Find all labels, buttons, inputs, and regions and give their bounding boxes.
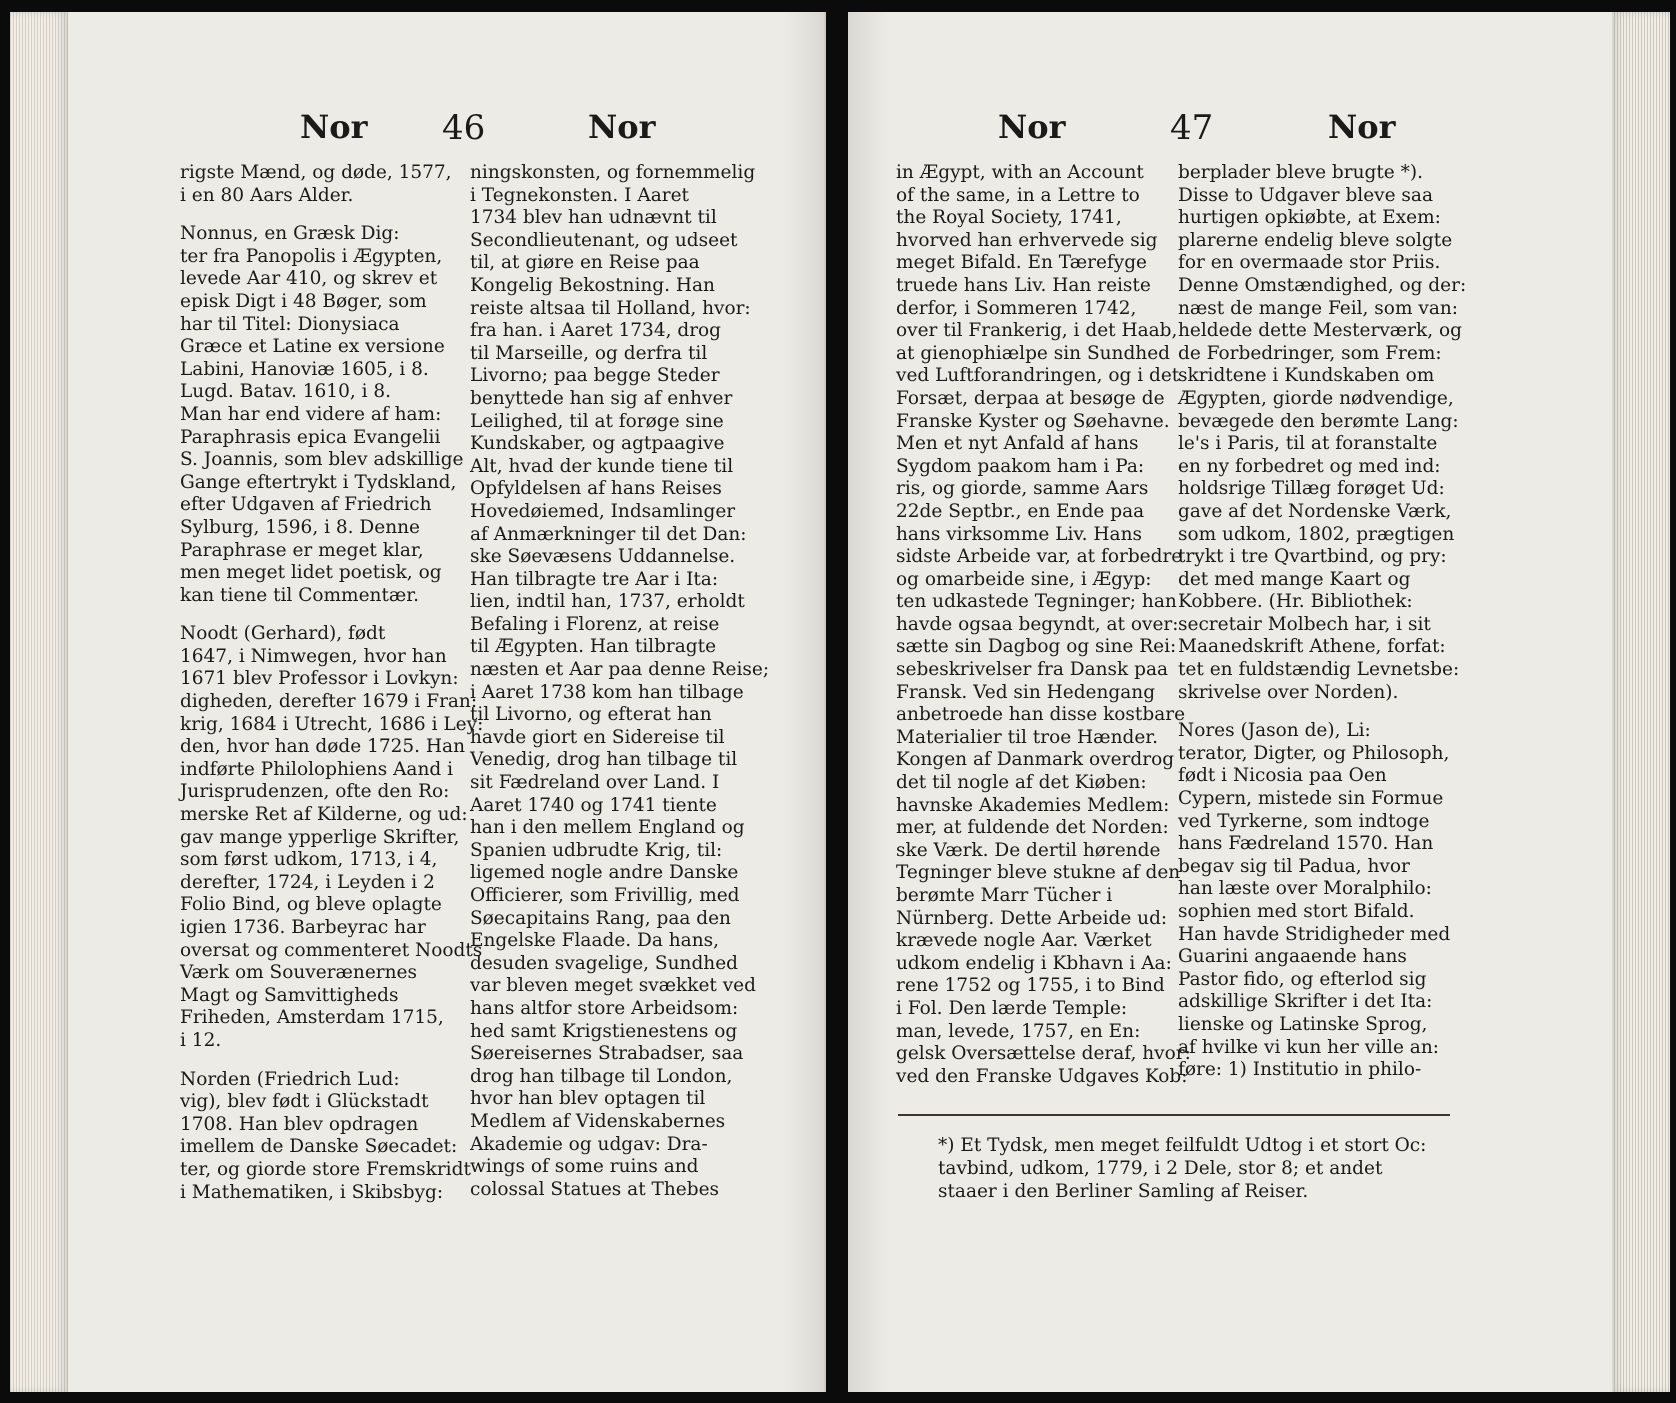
text-line: han læste over Moralphilo: — [1178, 878, 1432, 900]
text-line: Disse to Udgaver bleve saa — [1178, 184, 1433, 206]
text-line: Hovedøiemed, Indsamlinger — [470, 500, 736, 522]
text-line: Aaret 1740 og 1741 tiente — [470, 794, 717, 816]
text-line: for en overmaade stor Priis. — [1178, 252, 1441, 274]
spine-shadow — [848, 12, 888, 1392]
text-line: ske Værk. De dertil hørende — [896, 839, 1161, 861]
text-line: hans Fædreland 1570. Han — [1178, 833, 1434, 855]
text-line: Norden (Friedrich Lud: — [180, 1068, 400, 1090]
text-line: Livorno; paa begge Steder — [470, 365, 720, 387]
text-line: til Livorno, og efterat han — [470, 704, 712, 726]
paragraph-gap — [1178, 704, 1450, 720]
text-line: vig), blev født i Glückstadt — [180, 1091, 429, 1113]
text-line: men meget lidet poetisk, og — [180, 562, 442, 584]
text-line: levede Aar 410, og skrev et — [180, 268, 438, 290]
text-line: Nores (Jason de), Li: — [1178, 720, 1371, 742]
text-line: i Aaret 1738 kom han tilbage — [470, 681, 744, 703]
left-running-head — [10, 108, 824, 158]
text-line: Søecapitains Rang, paa den — [470, 907, 731, 929]
left-page — [10, 12, 826, 1392]
text-line: i Mathematiken, i Skibsbyg: — [180, 1181, 444, 1203]
text-line: terator, Digter, og Philosoph, — [1178, 742, 1450, 764]
text-line: skrivelse over Norden). — [1178, 681, 1399, 703]
right-page-column-2 — [1178, 162, 1467, 1082]
text-line: gav mange ypperlige Skrifter, — [180, 826, 460, 848]
text-line: som først udkom, 1713, i 4, — [180, 849, 438, 871]
text-line: Gange eftertrykt i Tydskland, — [180, 471, 457, 493]
running-head-left-word: Nor — [998, 108, 1066, 146]
text-line: krig, 1684 i Utrecht, 1686 i Ley: — [180, 713, 484, 735]
text-line: havde giort en Sidereise til — [470, 726, 725, 748]
text-line: det til nogle af det Kiøben: — [896, 772, 1147, 794]
text-line: Friheden, Amsterdam 1715, — [180, 1007, 444, 1029]
running-head-right-word: Nor — [588, 108, 656, 146]
text-line: i 12. — [180, 1029, 222, 1051]
text-line: de Forbedringer, som Frem: — [1178, 342, 1442, 364]
text-line: Men et nyt Anfald af hans — [896, 433, 1139, 455]
right-page-column-1 — [896, 162, 1191, 1088]
text-line: udkom endelig i Kbhavn i Aa: — [896, 952, 1172, 974]
text-line: Sylburg, 1596, i 8. Denne — [180, 516, 420, 538]
text-line: Forsæt, derpaa at besøge de — [896, 387, 1165, 409]
text-line: Sygdom paakom ham i Pa: — [896, 455, 1145, 477]
text-line: Søereisernes Strabadser, saa — [470, 1043, 744, 1065]
text-line: rene 1752 og 1755, i to Bind — [896, 975, 1165, 997]
text-line: næsten et Aar paa denne Reise; — [470, 659, 770, 681]
text-line: benyttede han sig af enhver — [470, 387, 733, 409]
footnote-rule — [898, 1114, 1450, 1116]
text-line: Jurisprudenzen, ofte den Ro: — [180, 781, 450, 803]
text-line: begav sig til Padua, hvor — [1178, 855, 1410, 877]
text-line: Nonnus, en Græsk Dig: — [180, 223, 400, 245]
text-line: Denne Omstændighed, og der: — [1178, 274, 1467, 296]
paragraph-gap — [180, 607, 456, 623]
text-line: til Marseille, og derfra til — [470, 342, 708, 364]
text-line: igien 1736. Barbeyrac har — [180, 917, 426, 938]
text-line: Engelske Flaade. Da hans, — [470, 930, 720, 952]
footnote-line: *) Et Tydsk, men meget feilfuldt Udtog i et stort Oc: — [938, 1135, 1427, 1156]
text-line: secretair Molbech har, i sit — [1178, 613, 1431, 635]
text-line: merske Ret af Kilderne, og ud: — [180, 804, 468, 826]
text-line: trykt i tre Qvartbind, og pry: — [1178, 546, 1447, 568]
text-line: ved Luftforandringen, og i det — [896, 365, 1180, 387]
footnote-line: tavbind, udkom, 1779, i 2 Dele, stor 8; et andet — [938, 1158, 1383, 1179]
text-line: Venedig, drog han tilbage til — [470, 749, 738, 771]
text-line: Medlem af Videnskabernes — [470, 1110, 726, 1132]
text-line: Kongen af Danmark overdrog — [896, 749, 1175, 771]
text-line: 1708. Han blev opdragen — [180, 1113, 419, 1135]
text-line: Cypern, mistede sin Formue — [1178, 788, 1444, 810]
page-number: 47 — [1170, 108, 1214, 148]
footnote — [938, 1134, 1458, 1203]
text-line: Ægypten, giorde nødvendige, — [1178, 387, 1454, 409]
text-line: adskillige Skrifter i det Ita: — [1178, 991, 1433, 1013]
text-line: Paraphrasis epica Evangelii — [180, 426, 441, 448]
text-line: at gienophiælpe sin Sundhed — [896, 342, 1171, 364]
text-line: Kundskaber, og agtpaagive — [470, 433, 725, 455]
text-line: fra han. i Aaret 1734, drog — [470, 320, 722, 342]
text-line: en ny forbedret og med ind: — [1178, 455, 1441, 477]
text-line: imellem de Danske Søecadet: — [180, 1136, 458, 1158]
spine-shadow — [784, 12, 824, 1392]
left-page-column-2 — [470, 162, 770, 1201]
text-line: han i den mellem England og — [470, 817, 745, 839]
text-line: anbetroede han disse kostbare — [896, 704, 1186, 726]
text-line: til, at giøre en Reise paa — [470, 252, 700, 274]
text-line: Maanedskrift Athene, forfat: — [1178, 636, 1446, 658]
text-line: Lugd. Batav. 1610, i 8. — [180, 381, 392, 403]
text-line: Paraphrase er meget klar, — [180, 539, 424, 561]
text-line: oversat og commenteret Noodts — [180, 939, 483, 961]
text-line: sidste Arbeide var, at forbedre — [896, 546, 1183, 568]
text-line: Guarini angaaende hans — [1178, 946, 1407, 968]
page-edges-left — [10, 12, 68, 1392]
text-line: mer, at fuldende det Norden: — [896, 817, 1169, 839]
text-line: hurtigen opkiøbte, at Exem: — [1178, 207, 1441, 229]
text-line: ningskonsten, og fornemmelig — [470, 162, 756, 183]
footnote-line: staaer i den Berliner Samling af Reiser. — [938, 1181, 1309, 1202]
text-line: lien, indtil han, 1737, erholdt — [470, 591, 745, 613]
text-line: reiste altsaa til Holland, hvor: — [470, 297, 751, 319]
text-line: Befaling i Florenz, at reise — [470, 613, 720, 635]
text-line: krævede nogle Aar. Værket — [896, 930, 1152, 952]
text-line: 1671 blev Professor i Lovkyn: — [180, 668, 459, 690]
text-line: Labini, Hanoviæ 1605, i 8. — [180, 358, 429, 380]
text-line: i Fol. Den lærde Temple: — [896, 997, 1128, 1019]
text-line: holdsrige Tillæg forøget Ud: — [1178, 478, 1445, 500]
text-line: Kongelig Bekostning. Han — [470, 274, 715, 296]
text-line: S. Joannis, som blev adskillige — [180, 449, 464, 471]
text-line: og omarbeide sine, i Ægyp: — [896, 568, 1152, 590]
text-line: in Ægypt, with an Account — [896, 162, 1144, 183]
text-line: the Royal Society, 1741, — [896, 207, 1122, 229]
text-line: ten udkastede Tegninger; han — [896, 591, 1177, 613]
text-line: næst de mange Feil, som van: — [1178, 297, 1458, 319]
text-line: Magt og Samvittigheds — [180, 984, 399, 1006]
text-line: Værk om Souverænernes — [180, 962, 417, 984]
text-line: colossal Statues at Thebes — [470, 1178, 720, 1200]
text-line: gelsk Oversættelse deraf, hvor: — [896, 1043, 1191, 1065]
text-line: of the same, in a Lettre to — [896, 184, 1140, 206]
paragraph-gap — [180, 1053, 456, 1069]
text-line: sophien med stort Bifald. — [1178, 901, 1415, 922]
left-page-column-1 — [180, 162, 484, 1204]
text-line: man, levede, 1757, en En: — [896, 1020, 1141, 1042]
text-line: Leilighed, til at forøge sine — [470, 410, 724, 432]
text-line: rigste Mænd, og døde, 1577, — [180, 162, 452, 183]
text-line: gave af det Nordenske Værk, — [1178, 500, 1452, 522]
text-line: som udkom, 1802, prægtigen — [1178, 523, 1455, 545]
text-line: Opfyldelsen af hans Reises — [470, 478, 722, 500]
text-line: Græce et Latine ex versione — [180, 336, 445, 358]
text-line: ligemed nogle andre Danske — [470, 862, 739, 884]
text-line: til Ægypten. Han tilbragte — [470, 636, 717, 658]
text-line: sætte sin Dagbog og sine Rei: — [896, 636, 1177, 658]
text-line: Man har end videre af ham: — [180, 403, 442, 425]
text-line: født i Nicosia paa Oen — [1178, 765, 1387, 787]
running-head-right-word: Nor — [1328, 108, 1396, 146]
text-line: af hvilke vi kun her ville an: — [1178, 1036, 1439, 1058]
text-line: føre: 1) Institutio in philo- — [1178, 1059, 1422, 1081]
text-line: i Tegnekonsten. I Aaret — [470, 184, 689, 206]
text-line: le's i Paris, til at foranstalte — [1178, 433, 1438, 455]
text-line: Akademie og udgav: Dra- — [470, 1133, 708, 1155]
text-line: derefter, 1724, i Leyden i 2 — [180, 871, 435, 893]
text-line: det med mange Kaart og — [1178, 568, 1411, 590]
text-line: Pastor fido, og efterlod sig — [1178, 968, 1427, 990]
text-line: Han havde Stridigheder med — [1178, 923, 1451, 945]
page-number: 46 — [442, 108, 486, 148]
text-line: kan tiene til Commentær. — [180, 584, 419, 606]
paragraph-gap — [180, 207, 456, 223]
text-line: Kobbere. (Hr. Bibliothek: — [1178, 591, 1413, 613]
text-line: Fransk. Ved sin Hedengang — [896, 681, 1156, 703]
text-line: ris, og giorde, samme Aars — [896, 478, 1149, 500]
text-line: indførte Philolophiens Aand i — [180, 758, 454, 780]
text-line: 22de Septbr., en Ende paa — [896, 500, 1145, 522]
text-line: hvor han blev optagen til — [470, 1088, 706, 1110]
text-line: drog han tilbage til London, — [470, 1065, 733, 1087]
text-line: ved den Franske Udgaves Kob: — [896, 1065, 1188, 1087]
text-line: efter Udgaven af Friedrich — [180, 494, 432, 516]
text-line: berømte Marr Tücher i — [896, 885, 1113, 906]
text-line: berplader bleve brugte *). — [1178, 162, 1423, 183]
text-line: sebeskrivelser fra Dansk paa — [896, 659, 1169, 681]
text-line: Officierer, som Frivillig, med — [470, 885, 740, 906]
text-line: 1734 blev han udnævnt til — [470, 207, 717, 229]
text-line: havde ogsaa begyndt, at over: — [896, 613, 1179, 635]
text-line: Han tilbragte tre Aar i Ita: — [470, 568, 719, 590]
text-line: ter fra Panopolis i Ægypten, — [180, 245, 443, 267]
text-line: lienske og Latinske Sprog, — [1178, 1013, 1428, 1035]
text-line: var bleven meget svækket ved — [470, 975, 756, 997]
text-line: hans altfor store Arbeidsom: — [470, 997, 739, 1019]
text-line: sit Fædreland over Land. I — [470, 772, 720, 794]
text-line: Noodt (Gerhard), født — [180, 623, 386, 645]
text-line: havnske Akademies Medlem: — [896, 794, 1170, 816]
text-line: desuden svagelige, Sundhed — [470, 952, 738, 974]
text-line: ske Søevæsens Uddannelse. — [470, 546, 736, 568]
text-line: wings of some ruins and — [470, 1156, 699, 1178]
text-line: hans virksomme Liv. Hans — [896, 523, 1142, 545]
text-line: Nürnberg. Dette Arbeide ud: — [896, 907, 1168, 929]
text-line: Alt, hvad der kunde tiene til — [470, 455, 734, 477]
text-line: ter, og giorde store Fremskridt — [180, 1158, 471, 1180]
text-line: derfor, i Sommeren 1742, — [896, 297, 1137, 319]
text-line: Tegninger bleve stukne af den — [896, 862, 1181, 884]
text-line: af Anmærkninger til det Dan: — [470, 523, 747, 545]
text-line: digheden, derefter 1679 i Fran: — [180, 691, 478, 713]
text-line: har til Titel: Dionysiaca — [180, 313, 400, 335]
text-line: hvorved han erhvervede sig — [896, 229, 1158, 251]
text-line: Spanien udbrudte Krig, til: — [470, 839, 723, 861]
text-line: heldede dette Mesterværk, og — [1178, 320, 1462, 342]
right-running-head — [848, 108, 1670, 158]
text-line: over til Frankerig, i det Haab, — [896, 320, 1178, 342]
text-line: truede hans Liv. Han reiste — [896, 274, 1151, 296]
text-line: Secondlieutenant, og udseet — [470, 229, 738, 251]
text-line: tet en fuldstændig Levnetsbe: — [1178, 659, 1460, 681]
text-line: ved Tyrkerne, som indtoge — [1178, 810, 1430, 832]
text-line: i en 80 Aars Alder. — [180, 184, 354, 206]
text-line: Materialier til troe Hænder. — [896, 726, 1158, 748]
text-line: bevægede den berømte Lang: — [1178, 410, 1459, 432]
text-line: skridtene i Kundskaben om — [1178, 365, 1435, 387]
text-line: 1647, i Nimwegen, hvor han — [180, 645, 447, 667]
text-line: den, hvor han døde 1725. Han — [180, 736, 466, 758]
text-line: plarerne endelig bleve solgte — [1178, 229, 1453, 251]
text-line: meget Bifald. En Tærefyge — [896, 252, 1147, 274]
running-head-left-word: Nor — [300, 108, 368, 146]
text-line: Folio Bind, og bleve oplagte — [180, 894, 442, 916]
text-line: episk Digt i 48 Bøger, som — [180, 290, 427, 312]
page-edges-right — [1612, 12, 1670, 1392]
text-line: hed samt Krigstienestens og — [470, 1020, 738, 1042]
right-page — [848, 12, 1670, 1392]
text-line: Franske Kyster og Søehavne. — [896, 410, 1170, 432]
